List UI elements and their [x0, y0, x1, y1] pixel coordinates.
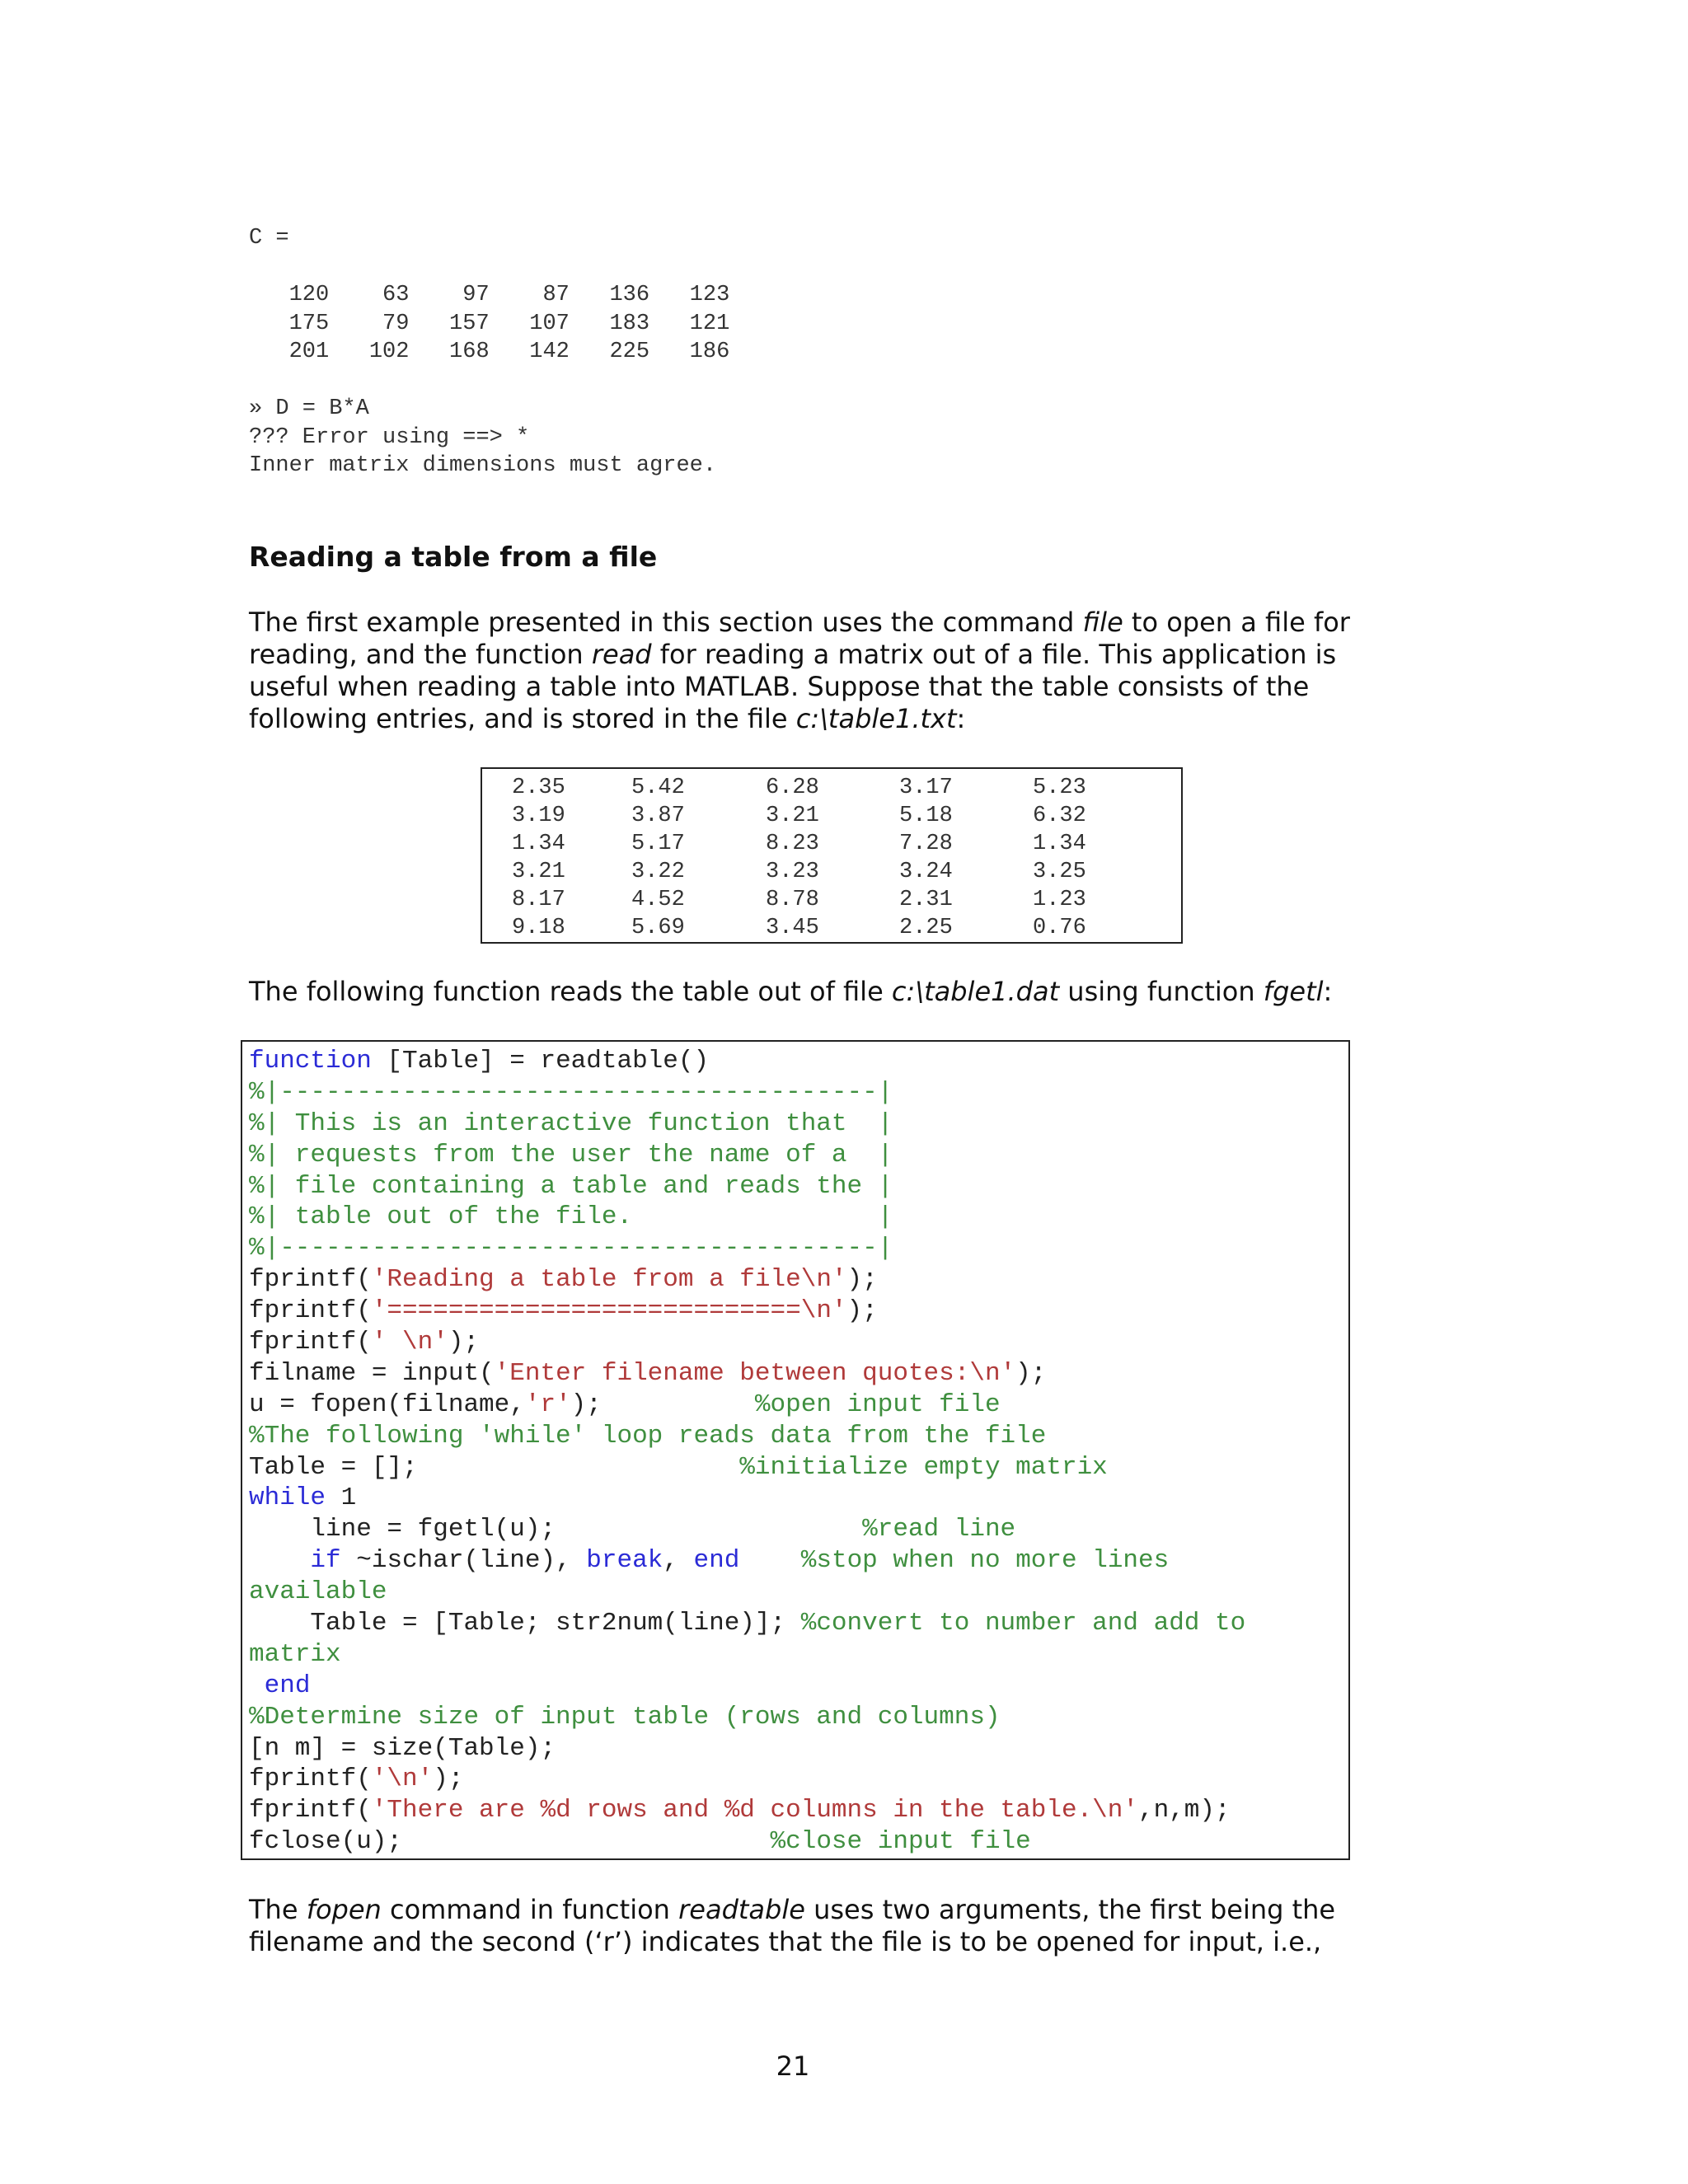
code-line [249, 1046, 1245, 1077]
paragraph-text: : [1323, 976, 1333, 1007]
code-line [249, 1483, 1245, 1514]
code-line [249, 1171, 1245, 1202]
code-text: ); [448, 1328, 480, 1357]
code-keyword: function [249, 1047, 372, 1076]
paragraph-text: The first example presented in this section uses the command [249, 607, 1083, 638]
table-cell: 7.28 [899, 832, 953, 856]
code-text: ); [1015, 1358, 1047, 1388]
console-line: 120 63 97 87 136 123 [249, 283, 730, 307]
code-string: 'There are %d rows and %d columns in the table.\n' [371, 1796, 1138, 1825]
code-comment: %close input file [770, 1827, 1031, 1857]
paragraph-text: : [956, 703, 966, 734]
code-text [249, 1671, 265, 1700]
console-line: 175 79 157 107 183 121 [249, 311, 730, 336]
console-line [249, 253, 729, 282]
code-text: ); [846, 1296, 878, 1326]
code-listing [241, 1040, 1350, 1860]
code-string: '===========================\n' [371, 1296, 847, 1326]
italic-term: readtable [678, 1894, 805, 1925]
code-comment: matrix [249, 1639, 341, 1669]
table-cell: 5.17 [631, 832, 685, 856]
code-text: ~ischar(line), [340, 1546, 587, 1576]
table-cell: 3.19 [512, 804, 565, 828]
table-cell: 1.23 [1033, 888, 1086, 912]
table-cell: 5.69 [631, 916, 685, 940]
paragraph-text: The [249, 1894, 307, 1925]
code-string: ' \n' [371, 1328, 448, 1357]
code-line [249, 1826, 1245, 1858]
paragraph-text: The following function reads the table out of file [249, 976, 892, 1007]
code-comment: %open input file [754, 1390, 1001, 1419]
code-line [249, 1421, 1245, 1452]
table-cell: 3.87 [631, 804, 685, 828]
code-text: [n m] = size(Table); [249, 1733, 556, 1763]
outro-paragraph [249, 1894, 1353, 1958]
table-cell: 4.52 [631, 888, 685, 912]
code-string: 'Enter filename between quotes:\n' [494, 1358, 1016, 1388]
code-text: filname = input( [249, 1358, 495, 1388]
code-line [249, 1671, 1245, 1702]
italic-term: c:\table1.dat [891, 976, 1060, 1007]
console-line: C = [249, 226, 289, 251]
code-line [249, 1108, 1245, 1140]
code-line [249, 1545, 1245, 1577]
table-cell: 0.76 [1033, 916, 1086, 940]
italic-term: file [1082, 607, 1123, 638]
table-cell: 1.34 [1033, 832, 1086, 856]
code-comment: %stop when no more lines [800, 1546, 1170, 1576]
code-text: Table = [Table; str2num(line)]; [249, 1609, 801, 1638]
code-line [249, 1358, 1245, 1390]
table-cell: 3.45 [766, 916, 819, 940]
code-lines [249, 1046, 1245, 1858]
code-text: , [663, 1546, 694, 1576]
console-output [249, 224, 729, 480]
code-text: ); [570, 1390, 755, 1419]
table-cell: 2.31 [899, 888, 953, 912]
data-table [481, 767, 1183, 944]
italic-term: fgetl [1263, 976, 1324, 1007]
code-comment: %| file containing a table and reads the | [249, 1171, 893, 1201]
code-keyword: if [310, 1546, 341, 1576]
code-text [249, 1546, 310, 1575]
code-comment: %initialize empty matrix [739, 1452, 1108, 1482]
table-cell: 8.17 [512, 888, 565, 912]
table-cell: 6.28 [766, 776, 819, 800]
code-text: fprintf( [249, 1296, 372, 1326]
code-line [249, 1264, 1245, 1296]
code-comment: %Determine size of input table (rows and columns) [249, 1702, 1001, 1732]
code-text: 1 [326, 1483, 357, 1513]
table-cell: 5.23 [1033, 776, 1086, 800]
code-string: '\n' [371, 1765, 434, 1794]
code-comment: %convert to number and add to [800, 1609, 1246, 1638]
code-comment: %|---------------------------------------| [249, 1234, 893, 1263]
code-comment: %| requests from the user the name of a | [249, 1140, 893, 1169]
code-line [249, 1140, 1245, 1171]
code-text: [Table] = readtable() [371, 1047, 710, 1076]
code-string: 'r' [524, 1390, 571, 1419]
code-line [249, 1764, 1245, 1795]
table-cell: 8.78 [766, 888, 819, 912]
code-line [249, 1202, 1245, 1233]
code-keyword: break [586, 1546, 663, 1576]
table-cell: 3.24 [899, 860, 953, 884]
code-line [249, 1608, 1245, 1639]
table-cell: 3.23 [766, 860, 819, 884]
italic-term: read [591, 639, 652, 670]
table-cell: 3.21 [512, 860, 565, 884]
code-line [249, 1452, 1245, 1483]
console-line: » D = B*A [249, 396, 369, 421]
code-line [249, 1390, 1245, 1421]
code-text: fprintf( [249, 1265, 372, 1295]
code-text: line = fgetl(u); [249, 1515, 863, 1544]
code-line [249, 1795, 1245, 1826]
paragraph-text: using function [1059, 976, 1264, 1007]
table-cell: 3.25 [1033, 860, 1086, 884]
table-cell: 1.34 [512, 832, 565, 856]
paragraph-text: uses two arguments, the first being the filename and the second (‘r’) indicates that the file is to be opened for input, i.e., [249, 1894, 1336, 1957]
table-cell: 6.32 [1033, 804, 1086, 828]
code-keyword: end [264, 1671, 311, 1700]
code-text: ,n,m); [1137, 1796, 1231, 1825]
code-keyword: end [693, 1546, 740, 1576]
table-cell: 5.42 [631, 776, 685, 800]
code-line [249, 1514, 1245, 1545]
code-text: Table = []; [249, 1452, 740, 1482]
code-keyword: while [249, 1483, 326, 1513]
code-text: ); [433, 1765, 464, 1794]
table-cell: 3.17 [899, 776, 953, 800]
console-line [249, 367, 729, 396]
table-cell: 5.18 [899, 804, 953, 828]
paragraph-text: command in function [381, 1894, 679, 1925]
paragraph-text: for reading a matrix out of a file. This application is useful when reading a table into MATLAB. Suppose that the table consists of the following entries, and is stored in the file [249, 639, 1337, 734]
section-heading: Reading a table from a file [249, 541, 658, 573]
code-text: ); [846, 1265, 878, 1295]
code-line [249, 1296, 1245, 1327]
code-line [249, 1733, 1245, 1765]
code-line [249, 1327, 1245, 1358]
code-comment: %The following 'while' loop reads data from the file [249, 1421, 1047, 1451]
function-intro-paragraph [249, 976, 1353, 1008]
table-cell: 3.22 [631, 860, 685, 884]
table-cell: 8.23 [766, 832, 819, 856]
paragraph-text: to open a file for reading, and the function [249, 607, 1350, 670]
table-cell: 3.21 [766, 804, 819, 828]
console-line: 201 102 168 142 225 186 [249, 340, 730, 364]
code-text [739, 1546, 800, 1575]
code-line [249, 1702, 1245, 1733]
code-string: 'Reading a table from a file\n' [371, 1265, 847, 1295]
table-cell: 2.35 [512, 776, 565, 800]
code-comment: %read line [862, 1515, 1016, 1544]
page-number: 21 [776, 2050, 810, 2082]
code-text: fprintf( [249, 1765, 372, 1794]
code-text: fprintf( [249, 1328, 372, 1357]
table-cell: 2.25 [899, 916, 953, 940]
code-text: u = fopen(filname, [249, 1390, 525, 1419]
code-line [249, 1577, 1245, 1608]
code-comment: %| table out of the file. | [249, 1202, 893, 1232]
console-line: ??? Error using ==> * [249, 424, 530, 450]
code-line [249, 1233, 1245, 1264]
code-comment: %|---------------------------------------| [249, 1077, 893, 1107]
code-comment: available [249, 1577, 387, 1607]
table-cell: 9.18 [512, 916, 565, 940]
console-line: Inner matrix dimensions must agree. [249, 453, 717, 478]
code-text: fprintf( [249, 1796, 372, 1825]
code-text: fclose(u); [249, 1827, 771, 1857]
code-line [249, 1639, 1245, 1671]
italic-term: fopen [306, 1894, 382, 1925]
italic-term: c:\table1.txt [795, 703, 957, 734]
code-comment: %| This is an interactive function that | [249, 1108, 893, 1138]
intro-paragraph [249, 607, 1353, 735]
code-line [249, 1077, 1245, 1108]
